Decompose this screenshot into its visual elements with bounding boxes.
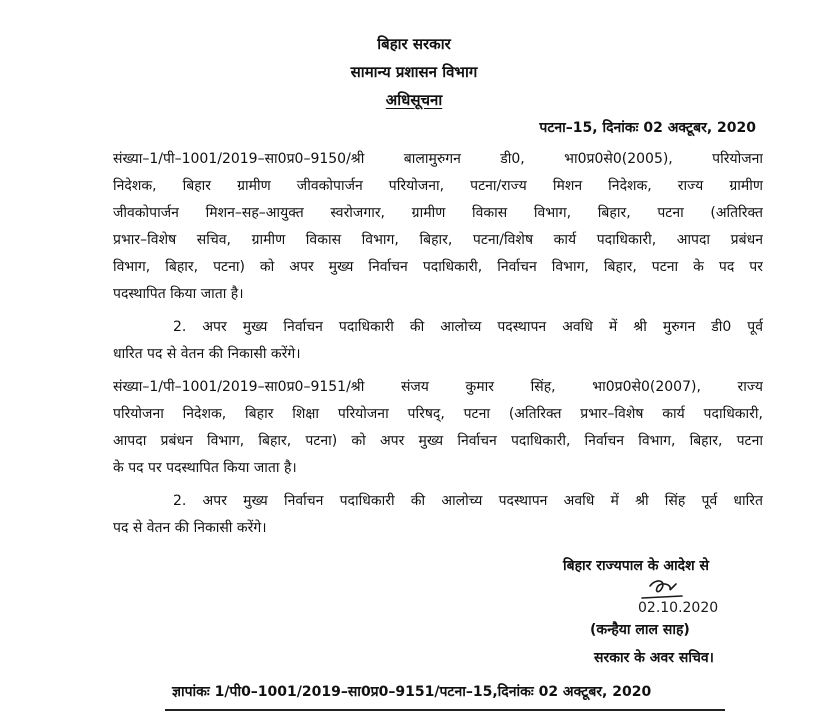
order-paragraph-2 [113, 374, 763, 482]
paragraph-line: निदेशक, बिहार ग्रामीण जीवकोपार्जन परियोजना, पटना/राज्य मिशन निदेशक, राज्य ग्रामीण [113, 178, 763, 194]
signatory-post: सरकार के अवर सचिव। [594, 650, 714, 666]
paragraph-line: विभाग, बिहार, पटना) को अपर मुख्य निर्वाचन पदाधिकारी, निर्वाचन विभाग, बिहार, पटना के पद पर [113, 259, 763, 275]
memo-number: ज्ञापांकः 1/पी0–1001/2019–सा0प्र0–9151/पटना–15,दिनांकः 02 अक्टूबर, 2020 [172, 684, 652, 700]
cut-off-text-line [165, 706, 725, 712]
paragraph-line: जीवकोपार्जन मिशन–सह–आयुक्त स्वरोजगार, ग्रामीण विकास विभाग, बिहार, पटना (अतिरिक्त [113, 205, 763, 221]
paragraph-line: परियोजना निदेशक, बिहार शिक्षा परियोजना परिषद्, पटना (अतिरिक्त प्रभार–विशेष कार्य पदाधिकारी, [113, 406, 763, 422]
notice-title: अधिसूचना [385, 91, 443, 109]
paragraph-line: प्रभार–विशेष सचिव, ग्रामीण विकास विभाग, बिहार, पटना/विशेष कार्य पदाधिकारी, आपदा प्रबंधन [113, 232, 763, 248]
salary-paragraph-1 [113, 314, 763, 368]
paragraph-line: के पद पर पदस्थापित किया जाता है। [113, 460, 297, 476]
paragraph-line: धारित पद से वेतन की निकासी करेंगे। [113, 346, 301, 362]
salary-paragraph-2 [113, 488, 763, 542]
signatory-name: (कन्हैया लाल साह) [590, 622, 690, 638]
paragraph-line: 2. अपर मुख्य निर्वाचन पदाधिकारी की आलोच्य पदस्थापन अवधि में श्री मुरुगन डी0 पूर्व [173, 319, 763, 335]
dateline: पटना–15, दिनांकः 02 अक्टूबर, 2020 [539, 120, 756, 136]
paragraph-line: पदस्थापित किया जाता है। [113, 286, 244, 302]
paragraph-line: संख्या–1/पी–1001/2019–सा0प्र0–9151/श्री संजय कुमार सिंह, भा0प्र0से0(2007), राज्य [113, 379, 763, 395]
department-heading: सामान्य प्रशासन विभाग [350, 63, 478, 81]
governor-order-line: बिहार राज्यपाल के आदेश से [563, 558, 709, 574]
paragraph-line: 2. अपर मुख्य निर्वाचन पदाधिकारी की आलोच्य पदस्थापन अवधि में श्री सिंह पूर्व धारित [173, 493, 763, 509]
government-heading: बिहार सरकार [377, 35, 451, 53]
paragraph-line: आपदा प्रबंधन विभाग, बिहार, पटना) को अपर मुख्य निर्वाचन पदाधिकारी, निर्वाचन विभाग, बिहार, पटना [113, 433, 763, 449]
paragraph-line: संख्या–1/पी–1001/2019–सा0प्र0–9150/श्री बालामुरुगन डी0, भा0प्र0से0(2005), परियोजना [113, 151, 763, 167]
signature-date: 02.10.2020 [638, 600, 719, 616]
order-paragraph-1 [113, 146, 763, 308]
paragraph-line: पद से वेतन की निकासी करेंगे। [113, 520, 267, 536]
handwritten-signature [632, 576, 752, 616]
